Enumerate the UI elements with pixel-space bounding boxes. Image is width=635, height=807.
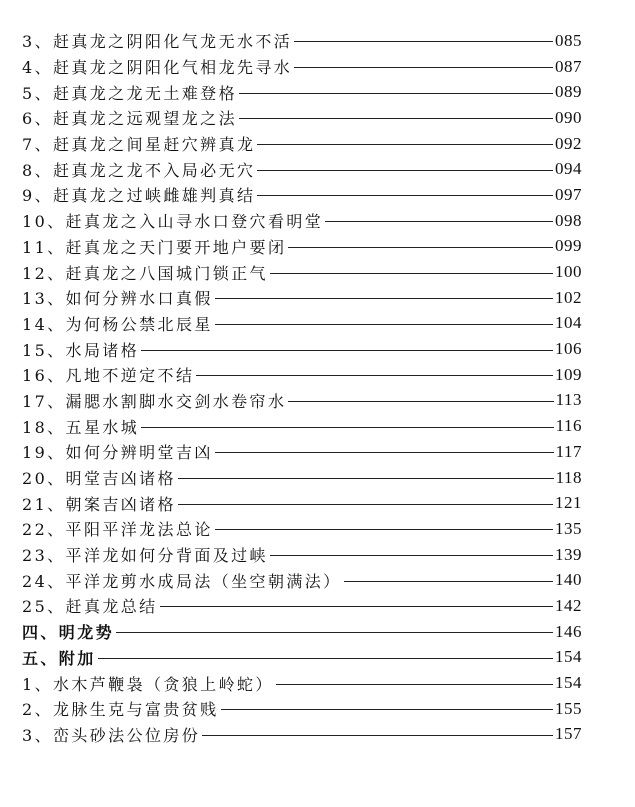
toc-entry-title: 6、赶真龙之远观望龙之法 (22, 109, 237, 129)
dot-leader (215, 298, 553, 299)
toc-entry (22, 182, 582, 208)
dot-leader (344, 581, 553, 582)
dot-leader (257, 170, 553, 171)
toc-entry (22, 362, 582, 388)
dot-leader (325, 221, 553, 222)
dot-leader (270, 273, 553, 274)
toc-entry-page-number: 146 (555, 621, 582, 641)
toc-entry-page-number: 155 (555, 698, 582, 718)
dot-leader (202, 735, 553, 736)
toc-entry-title: 25、赶真龙总结 (22, 597, 158, 617)
dot-leader (160, 606, 553, 607)
toc-entry-title: 20、明堂吉凶诸格 (22, 469, 176, 489)
toc-entry-page-number: 098 (555, 210, 582, 230)
dot-leader (221, 709, 553, 710)
toc-entry (22, 465, 582, 491)
toc-entry-title: 2、龙脉生克与富贵贫贱 (22, 700, 219, 720)
toc-entry-title: 15、水局诸格 (22, 340, 140, 360)
toc-entry-title: 4、赶真龙之阴阳化气相龙先寻水 (22, 58, 293, 78)
toc-entry (22, 542, 582, 568)
toc-entry (22, 208, 582, 234)
toc-entry-title: 3、赶真龙之阴阳化气龙无水不活 (22, 32, 293, 52)
toc-entry-page-number: 154 (555, 673, 582, 693)
toc-entry (22, 156, 582, 182)
toc-entry-title: 13、如何分辨水口真假 (22, 289, 213, 309)
dot-leader (178, 504, 553, 505)
toc-section-heading (22, 619, 582, 645)
toc-entry (22, 259, 582, 285)
toc-entry-title: 四、明龙势 (22, 623, 115, 643)
dot-leader (178, 478, 554, 479)
toc-entry (22, 131, 582, 157)
toc-entry (22, 311, 582, 337)
toc-entry-page-number: 154 (555, 647, 582, 667)
dot-leader (288, 247, 553, 248)
toc-entry (22, 439, 582, 465)
toc-entry-title: 五、附加 (22, 648, 96, 668)
toc-entry-page-number: 157 (555, 724, 582, 744)
toc-entry-page-number: 109 (555, 364, 582, 384)
toc-entry (22, 593, 582, 619)
toc-entry-page-number: 085 (555, 30, 582, 50)
toc-entry-page-number: 142 (555, 595, 582, 615)
toc-entry-page-number: 139 (555, 544, 582, 564)
toc-entry-title: 24、平洋龙剪水成局法（坐空朝满法） (22, 571, 342, 591)
toc-entry-title: 21、朝案吉凶诸格 (22, 494, 176, 514)
toc-entry-page-number: 099 (555, 236, 582, 256)
toc-entry-title: 18、五星水城 (22, 417, 140, 437)
toc-entry-page-number: 116 (555, 416, 582, 436)
toc-entry (22, 234, 582, 260)
toc-entry (22, 79, 582, 105)
toc-entry-title: 14、为何杨公禁北辰星 (22, 314, 213, 334)
table-of-contents (22, 28, 582, 747)
dot-leader (141, 350, 553, 351)
toc-entry (22, 285, 582, 311)
dot-leader (215, 452, 554, 453)
toc-entry-title: 7、赶真龙之间星赶穴辨真龙 (22, 135, 256, 155)
dot-leader (257, 195, 553, 196)
dot-leader (276, 684, 553, 685)
toc-entry-page-number: 117 (555, 441, 582, 461)
toc-entry (22, 722, 582, 748)
toc-entry-page-number: 135 (555, 518, 582, 538)
dot-leader (288, 401, 553, 402)
toc-entry-page-number: 104 (555, 313, 582, 333)
toc-entry-page-number: 118 (555, 467, 582, 487)
toc-entry (22, 105, 582, 131)
toc-entry-title: 12、赶真龙之八国城门锁正气 (22, 263, 268, 283)
toc-entry-page-number: 100 (555, 262, 582, 282)
toc-entry-page-number: 113 (555, 390, 582, 410)
toc-entry (22, 490, 582, 516)
toc-entry-page-number: 140 (555, 570, 582, 590)
toc-entry (22, 670, 582, 696)
toc-entry-title: 19、如何分辨明堂吉凶 (22, 443, 213, 463)
toc-entry-title: 9、赶真龙之过峡雌雄判真结 (22, 186, 256, 206)
dot-leader (196, 375, 553, 376)
dot-leader (141, 427, 553, 428)
toc-entry-page-number: 121 (555, 493, 582, 513)
toc-entry (22, 388, 582, 414)
dot-leader (294, 41, 553, 42)
dot-leader (294, 67, 553, 68)
toc-entry (22, 413, 582, 439)
toc-entry (22, 516, 582, 542)
dot-leader (239, 93, 553, 94)
toc-entry-title: 17、漏腮水割脚水交剑水卷帘水 (22, 391, 287, 411)
toc-entry-page-number: 106 (555, 339, 582, 359)
toc-entry-title: 8、赶真龙之龙不入局必无穴 (22, 160, 256, 180)
dot-leader (215, 324, 553, 325)
toc-entry-title: 11、赶真龙之天门要开地户要闭 (22, 237, 287, 257)
toc-entry (22, 567, 582, 593)
toc-entry-page-number: 092 (555, 133, 582, 153)
dot-leader (215, 529, 553, 530)
dot-leader (257, 144, 553, 145)
toc-entry (22, 54, 582, 80)
dot-leader (270, 555, 553, 556)
toc-entry-page-number: 090 (555, 107, 582, 127)
dot-leader (116, 632, 553, 633)
toc-entry-title: 10、赶真龙之入山寻水口登穴看明堂 (22, 212, 324, 232)
dot-leader (98, 658, 553, 659)
toc-entry (22, 28, 582, 54)
toc-entry-page-number: 097 (555, 184, 582, 204)
toc-entry-title: 5、赶真龙之龙无土难登格 (22, 83, 237, 103)
toc-entry-title: 22、平阳平洋龙法总论 (22, 520, 213, 540)
toc-entry-page-number: 102 (555, 287, 582, 307)
toc-entry-title: 3、峦头砂法公位房份 (22, 725, 201, 745)
toc-entry (22, 336, 582, 362)
toc-entry-title: 23、平洋龙如何分背面及过峡 (22, 546, 268, 566)
dot-leader (239, 118, 553, 119)
toc-entry-page-number: 094 (555, 159, 582, 179)
toc-entry-page-number: 089 (555, 82, 582, 102)
toc-entry (22, 696, 582, 722)
toc-entry-page-number: 087 (555, 56, 582, 76)
toc-section-heading (22, 645, 582, 671)
toc-entry-title: 1、水木芦鞭袅（贪狼上岭蛇） (22, 674, 274, 694)
toc-entry-title: 16、凡地不逆定不结 (22, 366, 195, 386)
